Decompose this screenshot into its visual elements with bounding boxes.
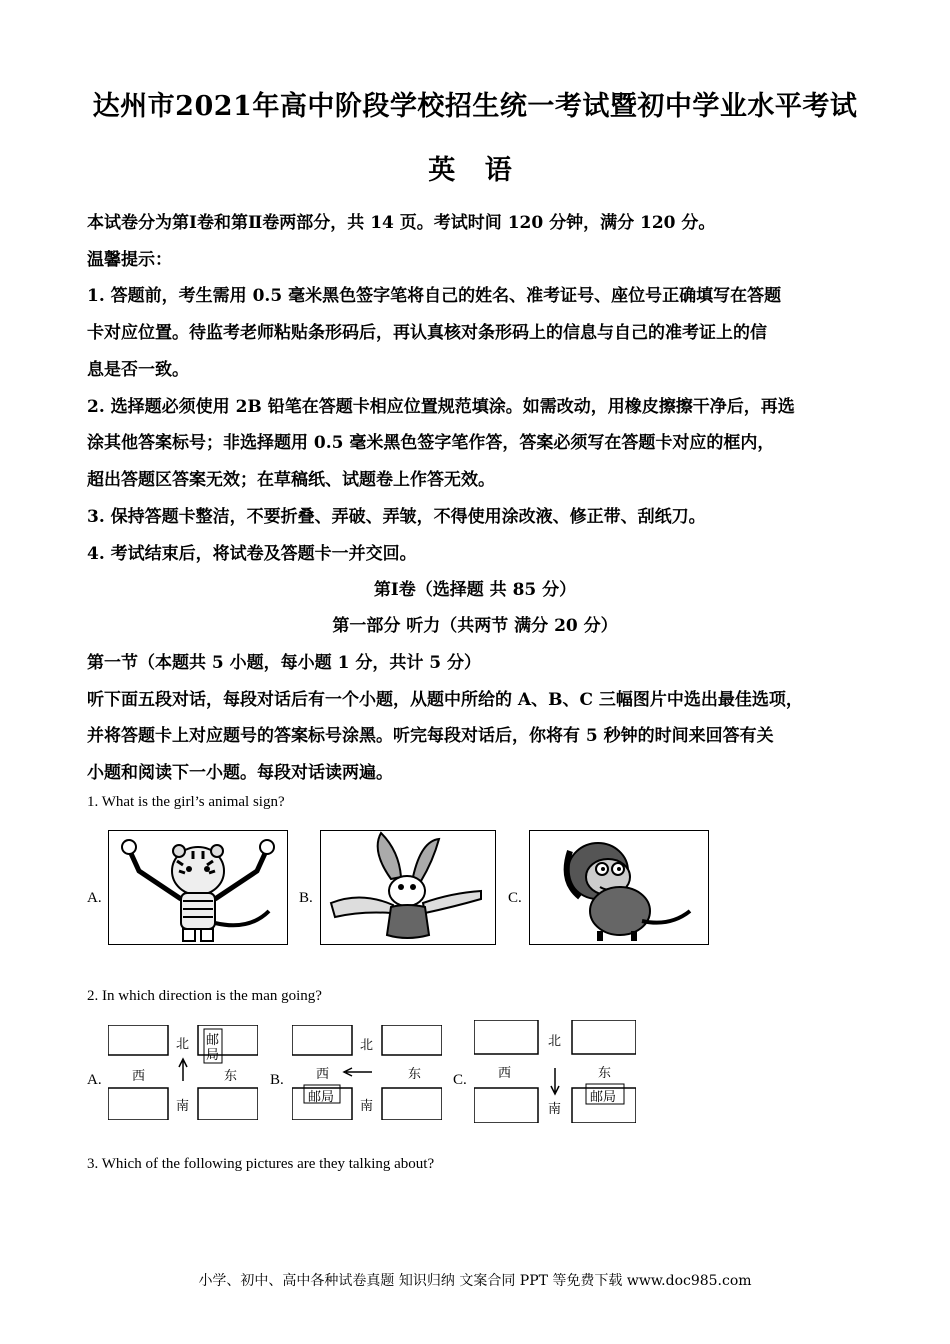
option-c-label: C. bbox=[453, 1072, 467, 1088]
monkey-picture bbox=[529, 830, 709, 945]
option-c-label: C. bbox=[508, 890, 522, 906]
map-east-label: 东 bbox=[408, 1067, 422, 1082]
page-footer: 小学、初中、高中各种试卷真题 知识归纳 文案合同 PPT 等免费下载 www.doc985.com bbox=[198, 1273, 752, 1289]
question-2: 2. In which direction is the man going? bbox=[87, 988, 322, 1004]
rabbit-icon bbox=[321, 831, 495, 944]
tiger-icon bbox=[109, 831, 287, 944]
map-option-b bbox=[292, 1025, 442, 1120]
tip-3: 3. 保持答题卡整洁，不要折叠、弄破、弄皱，不得使用涂改液、修正带、刮纸刀。 bbox=[87, 507, 706, 527]
map-east-label: 东 bbox=[598, 1066, 612, 1081]
post-office-label: 局 bbox=[206, 1048, 220, 1063]
map-option-c bbox=[474, 1020, 636, 1123]
option-a-label: A. bbox=[87, 1072, 102, 1088]
tip-1c: 息是否一致。 bbox=[87, 360, 189, 380]
rabbit-picture bbox=[320, 830, 496, 945]
intro-line: 本试卷分为第Ⅰ卷和第Ⅱ卷两部分，共 14 页。考试时间 120 分钟，满分 120 分。 bbox=[87, 213, 716, 233]
volume-heading: 第Ⅰ卷（选择题 共 85 分） bbox=[373, 580, 577, 600]
part-heading: 第一部分 听力（共两节 满分 20 分） bbox=[332, 616, 618, 636]
section-heading: 第一节（本题共 5 小题，每小题 1 分，共计 5 分） bbox=[87, 653, 481, 673]
tip-2b: 涂其他答案标号；非选择题用 0.5 毫米黑色签字笔作答，答案必须写在答题卡对应的框内， bbox=[87, 433, 775, 453]
map-north-label: 北 bbox=[176, 1037, 190, 1052]
question-1: 1. What is the girl’s animal sign? bbox=[87, 794, 285, 810]
option-b-label: B. bbox=[299, 890, 313, 906]
tip-2c: 超出答题区答案无效；在草稿纸、试题卷上作答无效。 bbox=[87, 470, 495, 490]
instruction-c: 小题和阅读下一小题。每段对话读两遍。 bbox=[87, 763, 393, 783]
map-south-label: 南 bbox=[360, 1099, 374, 1114]
map-south-label: 南 bbox=[176, 1099, 190, 1114]
option-a-label: A. bbox=[87, 890, 102, 906]
map-south-label: 南 bbox=[548, 1102, 562, 1117]
tips-title: 温馨提示： bbox=[87, 250, 172, 270]
map-east-label: 东 bbox=[224, 1069, 238, 1084]
tip-1a: 1. 答题前，考生需用 0.5 毫米黑色签字笔将自己的姓名、准考证号、座位号正确填写在答题 bbox=[87, 286, 782, 306]
post-office-label: 邮局 bbox=[590, 1090, 617, 1105]
monkey-icon bbox=[530, 831, 708, 944]
exam-title: 达州市2021年高中阶段学校招生统一考试暨初中学业水平考试 bbox=[92, 91, 858, 122]
map-north-label: 北 bbox=[360, 1038, 374, 1053]
post-office-label: 邮局 bbox=[308, 1090, 335, 1105]
option-b-label: B. bbox=[270, 1072, 284, 1088]
map-west-label: 西 bbox=[498, 1066, 512, 1081]
map-west-label: 西 bbox=[316, 1067, 330, 1082]
map-north-label: 北 bbox=[548, 1034, 562, 1049]
tip-4: 4. 考试结束后，将试卷及答题卡一并交回。 bbox=[87, 544, 417, 564]
post-office-label: 邮 bbox=[206, 1033, 220, 1048]
instruction-b: 并将答题卡上对应题号的答案标号涂黑。听完每段对话后，你将有 5 秒钟的时间来回答有关 bbox=[87, 726, 774, 746]
tip-1b: 卡对应位置。待监考老师粘贴条形码后，再认真核对条形码上的信息与自己的准考证上的信 bbox=[87, 323, 767, 343]
subject-title: 英 语 bbox=[428, 155, 522, 186]
tip-2a: 2. 选择题必须使用 2B 铅笔在答题卡相应位置规范填涂。如需改动，用橡皮擦擦干净后，再选 bbox=[87, 397, 795, 417]
map-option-a bbox=[108, 1025, 258, 1120]
instruction-a: 听下面五段对话，每段对话后有一个小题，从题中所给的 A、B、C 三幅图片中选出最佳选项， bbox=[87, 690, 803, 710]
tiger-picture bbox=[108, 830, 288, 945]
question-3: 3. Which of the following pictures are they talking about? bbox=[87, 1156, 435, 1172]
map-west-label: 西 bbox=[132, 1069, 146, 1084]
